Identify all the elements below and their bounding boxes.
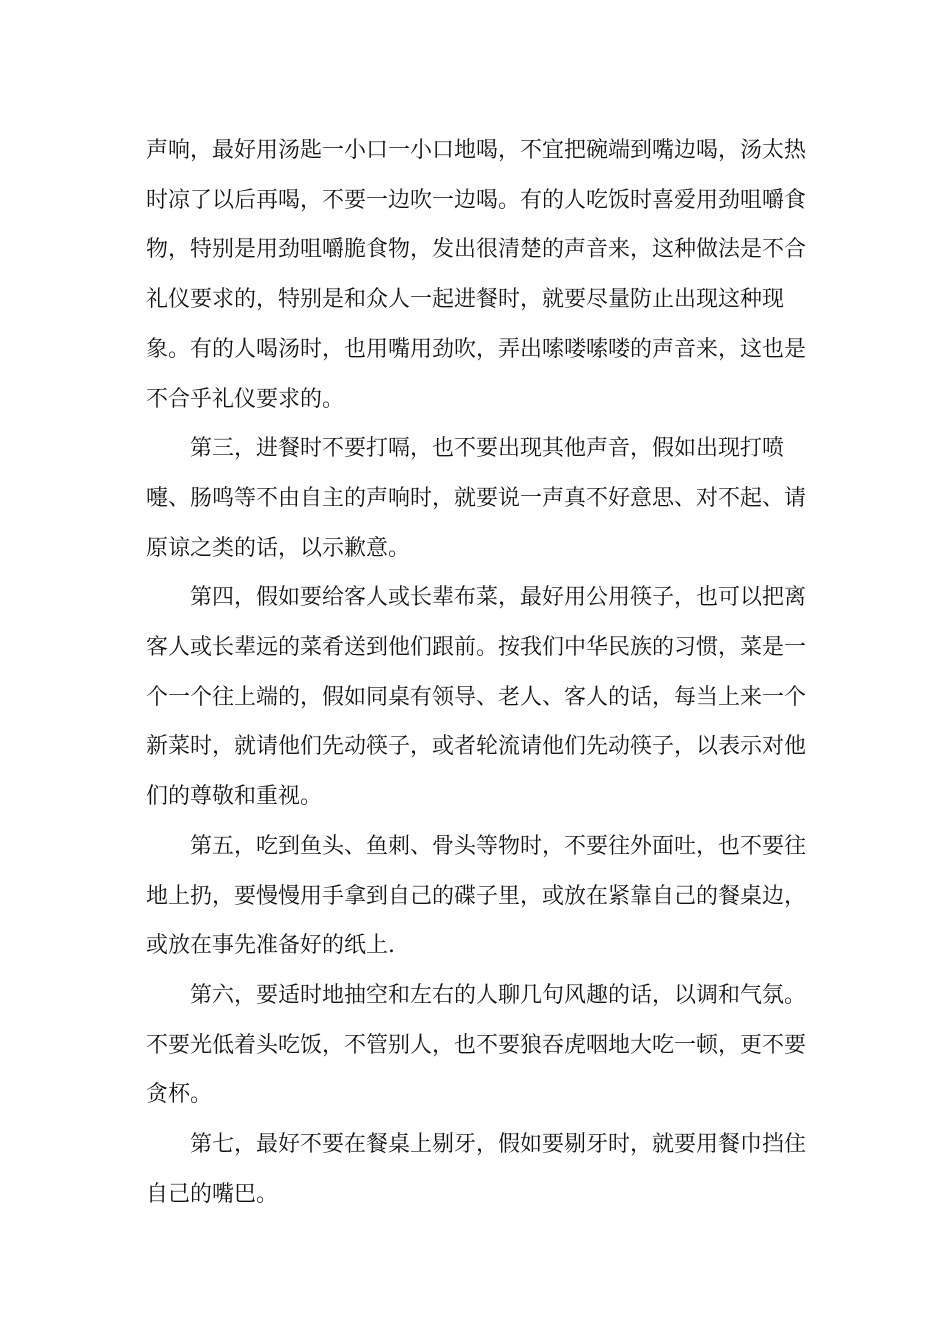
document-body bbox=[146, 126, 816, 1219]
paragraph-point-four: 第四，假如要给客人或长辈布菜，最好用公用筷子，也可以把离客人或长辈远的菜肴送到他们跟前。按我们中华民族的习惯，菜是一个一个往上端的，假如同桌有领导、老人、客人的话，每当上来一个新菜时，就请他们先动筷子，或者轮流请他们先动筷子，以表示对他们的尊敬和重视。 bbox=[146, 585, 807, 810]
paragraph-point-three: 第三，进餐时不要打嗝，也不要出现其他声音，假如出现打喷嚏、肠鸣等不由自主的声响时，就要说一声真不好意思、对不起、请原谅之类的话，以示歉意。 bbox=[146, 436, 807, 561]
paragraph-point-five: 第五，吃到鱼头、鱼刺、骨头等物时，不要往外面吐，也不要往地上扔，要慢慢用手拿到自己的碟子里，或放在紧靠自己的餐桌边，或放在事先准备好的纸上. bbox=[146, 833, 807, 959]
paragraph-continuation: 声响，最好用汤匙一小口一小口地喝，不宜把碗端到嘴边喝，汤太热时凉了以后再喝，不要一边吹一边喝。有的人吃饭时喜爱用劲咀嚼食物，特别是用劲咀嚼脆食物，发出很清楚的声音来，这种做法是不合礼仪要求的，特别是和众人一起进餐时，就要尽量防止出现这种现象。有的人喝汤时，也用嘴用劲吹，弄出嗦喽嗦喽的声音来，这也是不合乎礼仪要求的。 bbox=[146, 138, 807, 412]
paragraph-point-seven: 第七，最好不要在餐桌上剔牙，假如要剔牙时，就要用餐巾挡住自己的嘴巴。 bbox=[146, 1132, 807, 1207]
paragraph-point-six: 第六，要适时地抽空和左右的人聊几句风趣的话，以调和气氛。不要光低着头吃饭，不管别人，也不要狼吞虎咽地大吃一顿，更不要贪杯。 bbox=[146, 982, 807, 1108]
